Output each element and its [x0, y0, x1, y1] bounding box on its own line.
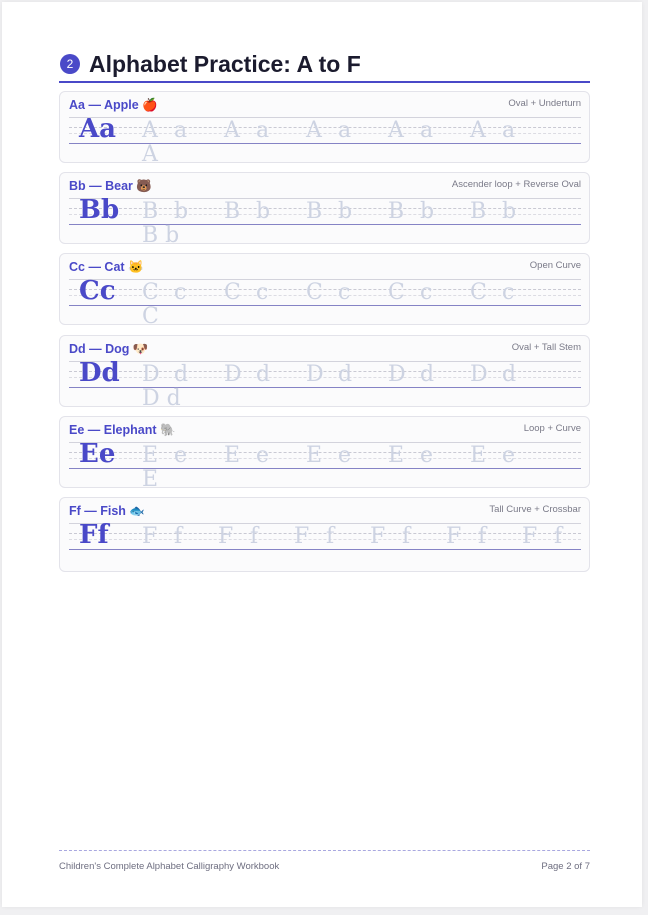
letter-card-label: Bb — Bear 🐻 [69, 179, 152, 193]
trace-uppercase: B [388, 199, 405, 224]
trace-lowercase: c [338, 280, 351, 305]
page-footer [59, 850, 590, 875]
trace-uppercase: A [388, 118, 404, 143]
trace-lowercase: f [402, 524, 411, 549]
overflow-trace-row: E [142, 467, 159, 492]
trace-lowercase: a [502, 118, 516, 143]
trace-uppercase: D [224, 362, 242, 387]
trace-uppercase: F [522, 524, 538, 549]
trace-uppercase: A [142, 118, 158, 143]
overflow-trace-row: C [142, 304, 159, 329]
handwriting-guide-lines [69, 114, 581, 167]
letter-card-cc [59, 253, 590, 329]
letter-card-label: Ee — Elephant 🐘 [69, 423, 176, 437]
page-title: Alphabet Practice: A to F [89, 51, 361, 77]
section-header [59, 49, 590, 83]
stroke-hint: Oval + Tall Stem [511, 342, 581, 353]
letter-card-label: Aa — Apple 🍎 [69, 98, 158, 112]
overflow-trace-row: B b [142, 223, 180, 248]
trace-uppercase: C [388, 280, 405, 305]
trace-uppercase: B [470, 199, 487, 224]
model-letter: Dd [79, 358, 120, 388]
section-number-badge: 2 [60, 54, 80, 74]
trace-uppercase: C [142, 280, 159, 305]
handwriting-guide-lines [69, 276, 581, 329]
stroke-hint: Tall Curve + Crossbar [489, 504, 581, 515]
trace-uppercase: E [224, 443, 241, 468]
trace-uppercase: F [446, 524, 462, 549]
model-letter: Ff [79, 520, 109, 550]
trace-lowercase: f [326, 524, 335, 549]
handwriting-guide-lines [69, 439, 581, 492]
trace-uppercase: F [294, 524, 310, 549]
trace-lowercase: d [420, 362, 435, 387]
handwriting-guide-lines [69, 521, 581, 556]
trace-uppercase: C [306, 280, 323, 305]
model-letter: Bb [79, 195, 120, 225]
stroke-hint: Open Curve [529, 260, 581, 271]
letter-card-ff [59, 497, 590, 572]
trace-lowercase: e [502, 443, 516, 468]
trace-lowercase: d [256, 362, 271, 387]
trace-lowercase: b [174, 199, 189, 224]
trace-lowercase: d [174, 362, 189, 387]
model-letter: Cc [79, 276, 116, 306]
trace-uppercase: F [218, 524, 234, 549]
trace-lowercase: c [420, 280, 433, 305]
letter-card-aa [59, 91, 590, 167]
trace-uppercase: D [142, 362, 160, 387]
letter-card-label: Ff — Fish 🐟 [69, 504, 145, 518]
trace-lowercase: c [256, 280, 269, 305]
trace-lowercase: f [250, 524, 259, 549]
trace-uppercase: C [224, 280, 241, 305]
model-letter: Ee [79, 439, 116, 469]
trace-lowercase: b [502, 199, 517, 224]
trace-uppercase: D [306, 362, 324, 387]
trace-lowercase: c [502, 280, 515, 305]
overflow-trace-row: D d [142, 386, 181, 411]
trace-lowercase: b [420, 199, 435, 224]
trace-lowercase: c [174, 280, 187, 305]
trace-uppercase: C [470, 280, 487, 305]
letter-card-bb [59, 172, 590, 248]
footer-page-number: Page 2 of 7 [541, 861, 590, 872]
trace-lowercase: d [338, 362, 353, 387]
stroke-hint: Loop + Curve [523, 423, 581, 434]
model-letter: Aa [79, 114, 117, 144]
footer-book-title: Children's Complete Alphabet Calligraphy Workbook [59, 861, 280, 872]
trace-lowercase: e [338, 443, 352, 468]
letter-card-ee [59, 416, 590, 492]
trace-lowercase: b [338, 199, 353, 224]
stroke-hint: Oval + Underturn [508, 98, 581, 109]
trace-lowercase: b [256, 199, 271, 224]
trace-uppercase: E [388, 443, 405, 468]
trace-uppercase: E [306, 443, 323, 468]
trace-uppercase: D [470, 362, 488, 387]
trace-uppercase: E [142, 443, 159, 468]
trace-lowercase: a [338, 118, 352, 143]
trace-lowercase: a [420, 118, 434, 143]
trace-lowercase: f [554, 524, 563, 549]
letter-card-label: Dd — Dog 🐶 [69, 342, 149, 356]
handwriting-guide-lines [69, 195, 581, 248]
trace-uppercase: E [470, 443, 487, 468]
handwriting-guide-lines [69, 358, 581, 411]
stroke-hint: Ascender loop + Reverse Oval [451, 179, 581, 190]
trace-lowercase: a [174, 118, 188, 143]
trace-uppercase: A [224, 118, 240, 143]
trace-uppercase: F [370, 524, 386, 549]
letter-card-dd [59, 335, 590, 411]
letter-card-label: Cc — Cat 🐱 [69, 260, 144, 274]
trace-lowercase: a [256, 118, 270, 143]
workbook-page [2, 2, 642, 907]
trace-uppercase: B [224, 199, 241, 224]
trace-uppercase: D [388, 362, 406, 387]
trace-lowercase: e [420, 443, 434, 468]
trace-lowercase: e [256, 443, 270, 468]
trace-uppercase: A [470, 118, 486, 143]
trace-lowercase: f [174, 524, 183, 549]
trace-uppercase: A [306, 118, 322, 143]
trace-lowercase: d [502, 362, 517, 387]
overflow-trace-row: A [142, 142, 158, 167]
trace-uppercase: B [306, 199, 323, 224]
trace-lowercase: f [478, 524, 487, 549]
trace-uppercase: B [142, 199, 159, 224]
trace-uppercase: F [142, 524, 158, 549]
trace-lowercase: e [174, 443, 188, 468]
